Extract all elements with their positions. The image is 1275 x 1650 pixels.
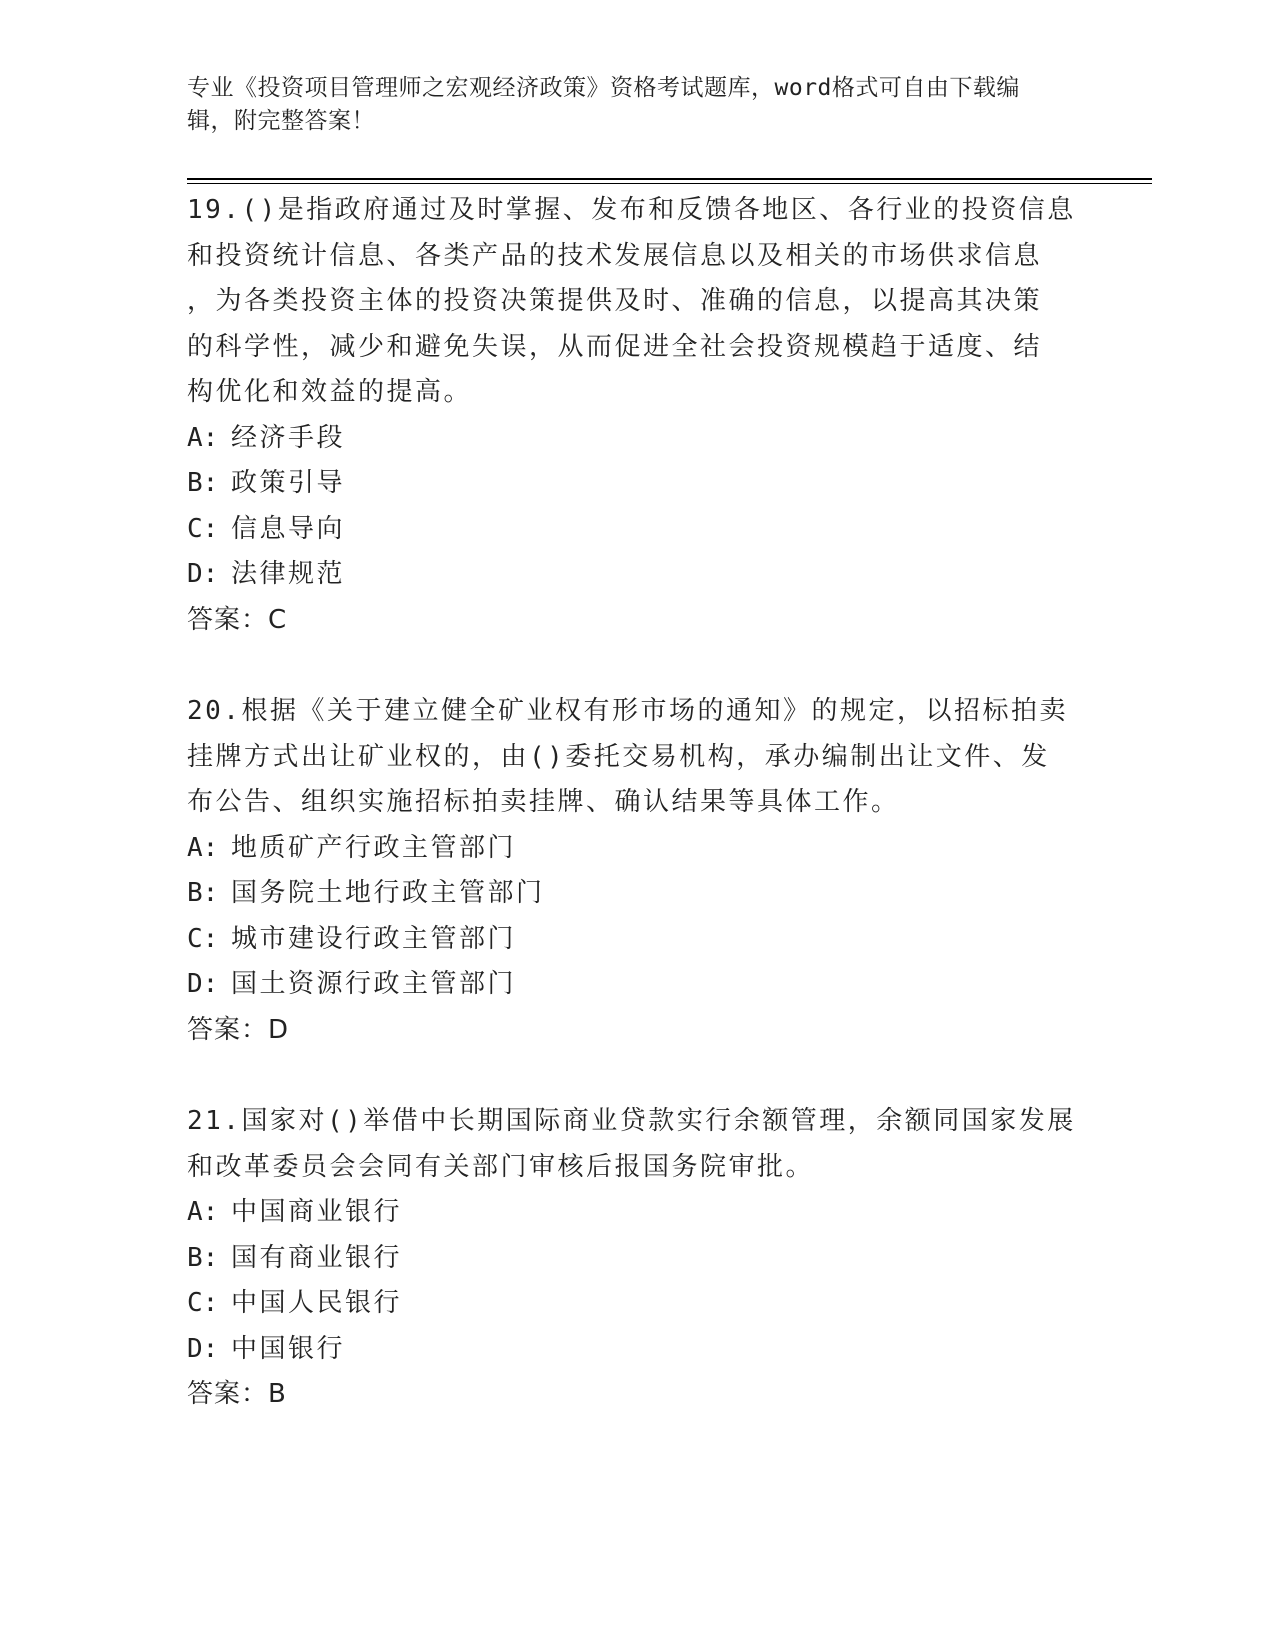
option-letter: C: xyxy=(187,1288,219,1318)
option-a xyxy=(187,826,1077,872)
option-text: 法律规范 xyxy=(231,559,346,589)
option-a xyxy=(187,1190,1077,1236)
option-text: 经济手段 xyxy=(231,422,346,453)
option-text: 国土资源行政主管部门 xyxy=(231,969,517,999)
option-c xyxy=(187,1281,1077,1327)
option-letter: C: xyxy=(187,513,219,544)
header-divider-thin xyxy=(187,183,1152,184)
option-text: 政策引导 xyxy=(231,468,346,498)
option-c xyxy=(187,917,1077,963)
question-stem-line: 19.()是指政府通过及时掌握、发布和反馈各地区、各行业的投资信息 xyxy=(187,195,1076,225)
option-text: 国有商业银行 xyxy=(231,1242,403,1273)
option-letter: C: xyxy=(187,923,219,954)
question-stem-line: 的科学性，减少和避免失误，从而促进全社会投资规模趋于适度、结 xyxy=(187,331,1043,362)
option-c xyxy=(187,507,1077,553)
option-b xyxy=(187,871,1077,917)
spacer xyxy=(187,643,1077,689)
option-d xyxy=(187,552,1077,598)
header-line: 专业《投资项目管理师之宏观经济政策》资格考试题库，word格式可自由下载编 xyxy=(187,75,1020,101)
option-text: 地质矿产行政主管部门 xyxy=(231,832,517,863)
question-stem-line: 和投资统计信息、各类产品的技术发展信息以及相关的市场供求信息 xyxy=(187,240,1043,271)
header-divider xyxy=(187,178,1152,180)
answer-line: 答案：B xyxy=(187,1379,287,1409)
option-letter: A: xyxy=(187,422,219,453)
option-text: 城市建设行政主管部门 xyxy=(231,923,517,954)
question-19 xyxy=(187,188,1077,643)
option-a xyxy=(187,416,1077,462)
option-d xyxy=(187,962,1077,1008)
question-list xyxy=(187,188,1077,1418)
option-letter: B: xyxy=(187,878,219,908)
header-line: 辑，附完整答案！ xyxy=(187,108,375,134)
option-text: 中国银行 xyxy=(231,1333,346,1364)
question-stem-line: 构优化和效益的提高。 xyxy=(187,377,473,407)
option-letter: D: xyxy=(187,559,219,589)
option-letter: B: xyxy=(187,1242,219,1273)
question-stem-line: 21.国家对()举借中长期国际商业贷款实行余额管理，余额同国家发展 xyxy=(187,1106,1076,1136)
spacer xyxy=(187,1053,1077,1099)
option-b xyxy=(187,461,1077,507)
option-text: 国务院土地行政主管部门 xyxy=(231,878,545,908)
option-text: 中国商业银行 xyxy=(231,1197,403,1227)
option-letter: A: xyxy=(187,1197,219,1227)
page-header xyxy=(187,72,1067,138)
option-text: 中国人民银行 xyxy=(231,1288,403,1318)
option-letter: B: xyxy=(187,468,219,498)
question-20 xyxy=(187,689,1077,1053)
option-d xyxy=(187,1327,1077,1373)
question-stem-line: ，为各类投资主体的投资决策提供及时、准确的信息，以提高其决策 xyxy=(187,286,1043,316)
option-b xyxy=(187,1236,1077,1282)
option-letter: A: xyxy=(187,832,219,863)
question-21 xyxy=(187,1099,1077,1418)
question-stem-line: 和改革委员会会同有关部门审核后报国务院审批。 xyxy=(187,1151,815,1182)
question-stem-line: 布公告、组织实施招标拍卖挂牌、确认结果等具体工作。 xyxy=(187,787,900,817)
answer-line: 答案：D xyxy=(187,1014,290,1045)
option-letter: D: xyxy=(187,1333,219,1364)
option-letter: D: xyxy=(187,969,219,999)
question-stem-line: 挂牌方式出让矿业权的，由()委托交易机构，承办编制出让文件、发 xyxy=(187,741,1050,772)
answer-line: 答案：C xyxy=(187,604,288,635)
option-text: 信息导向 xyxy=(231,513,346,544)
question-stem-line: 20.根据《关于建立健全矿业权有形市场的通知》的规定，以招标拍卖 xyxy=(187,696,1068,726)
